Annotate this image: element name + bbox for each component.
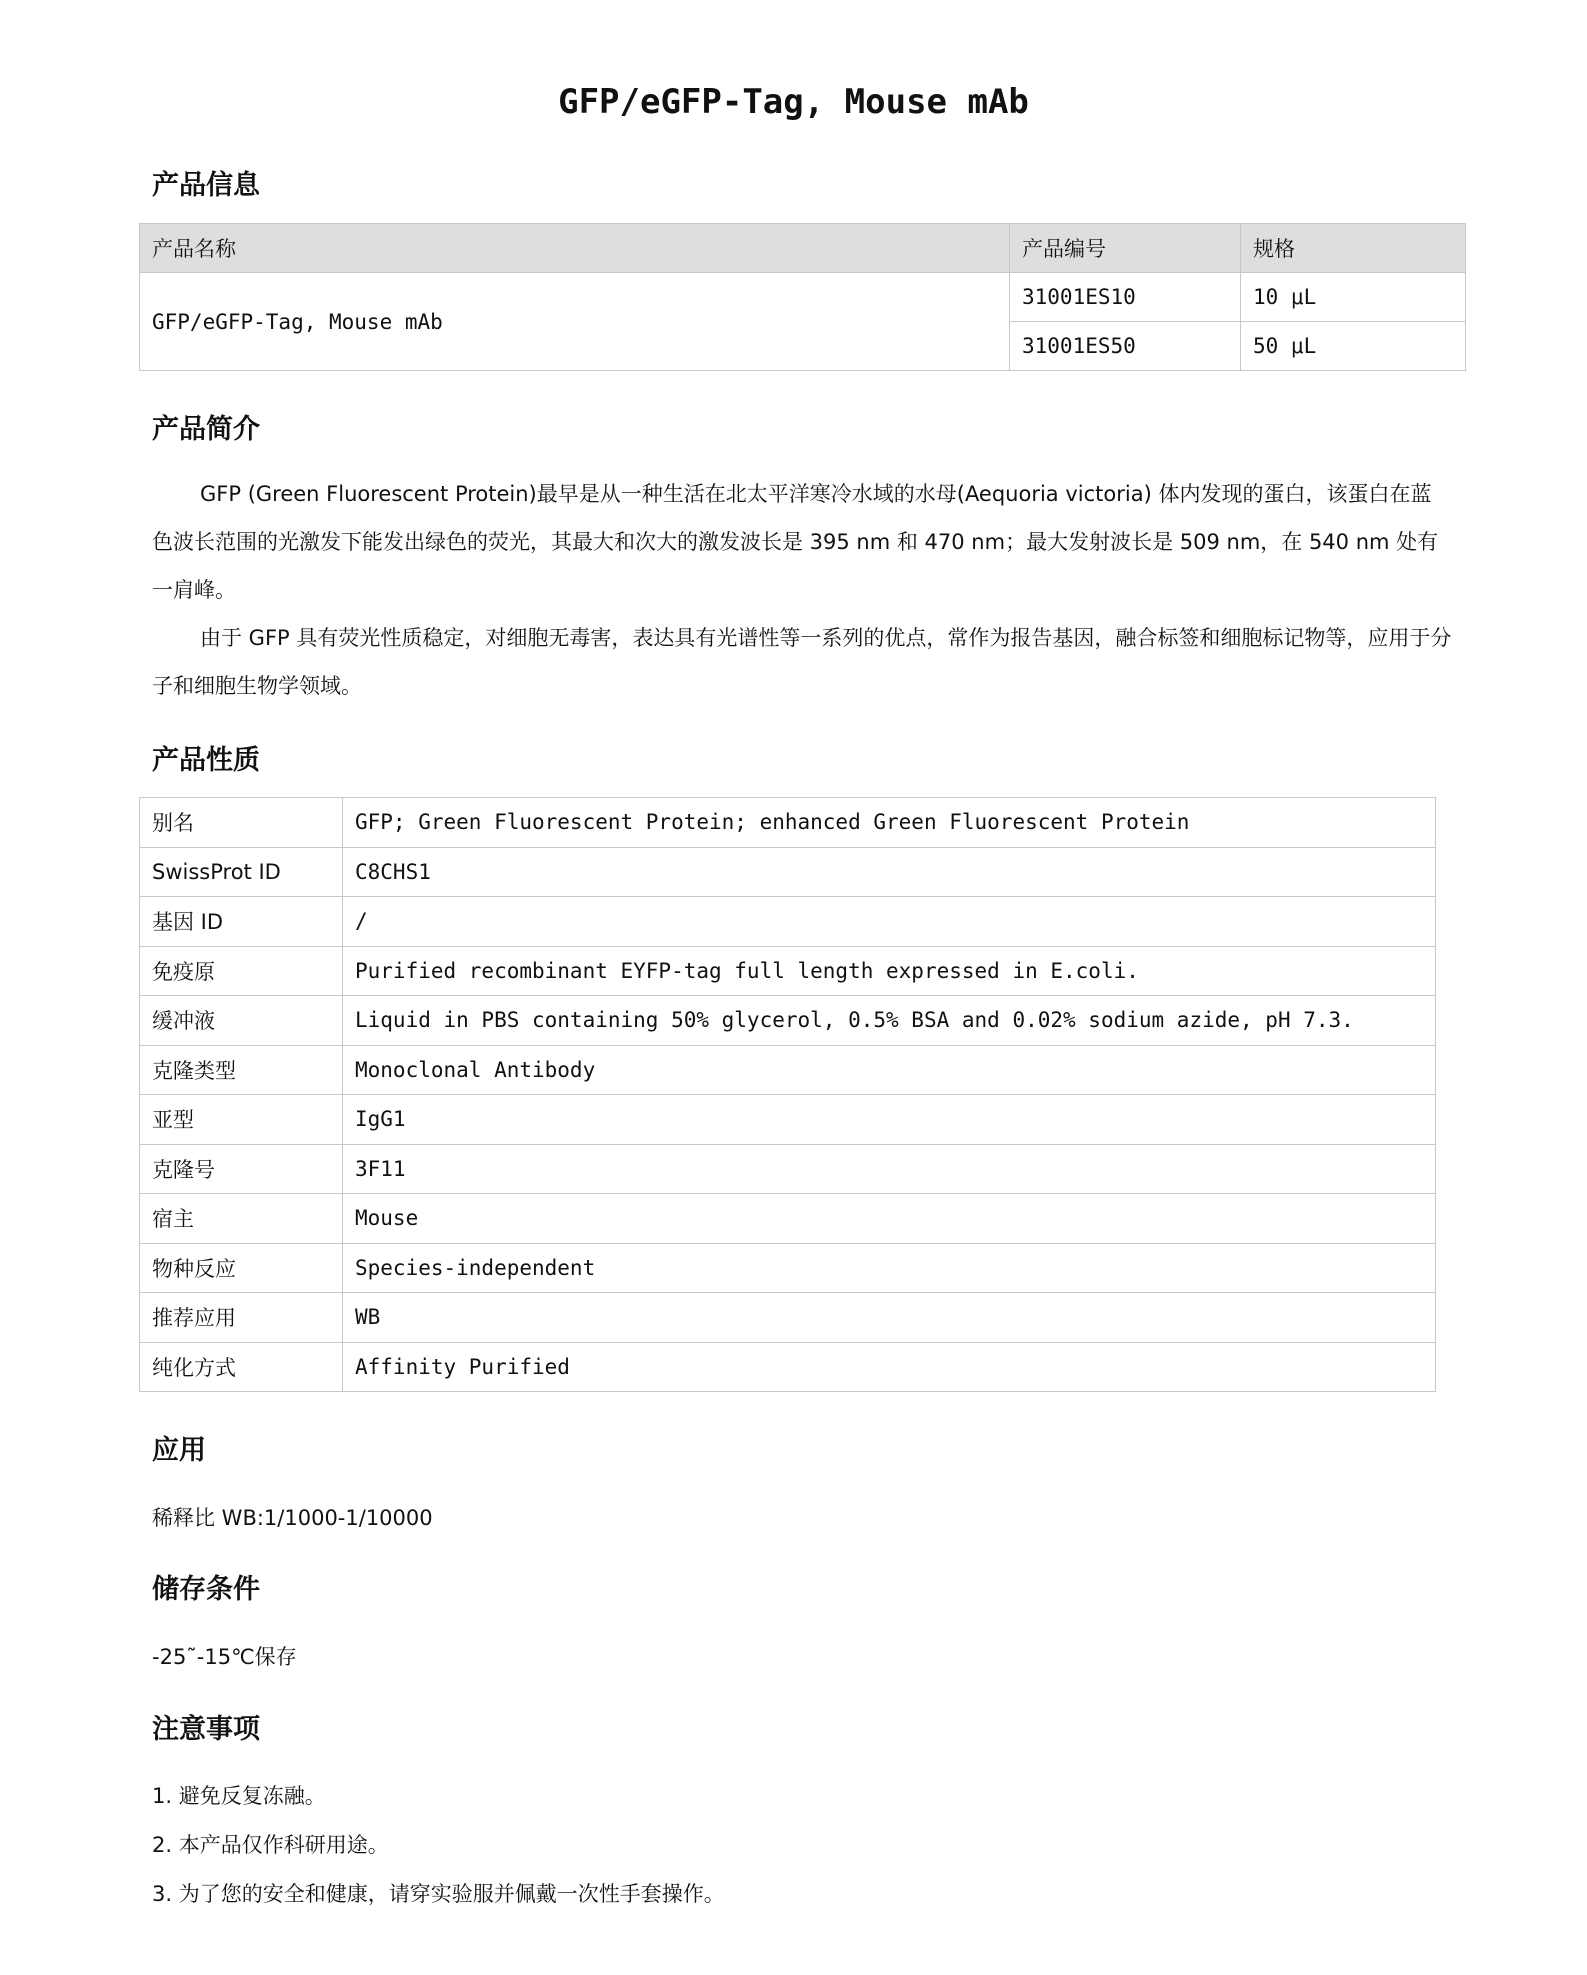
property-key: 免疫原 bbox=[140, 946, 343, 996]
property-row bbox=[140, 1342, 1436, 1392]
property-value: GFP; Green Fluorescent Protein; enhanced Green Fluorescent Protein bbox=[343, 798, 1436, 848]
property-key: 别名 bbox=[140, 798, 343, 848]
property-value: Liquid in PBS containing 50% glycerol, 0.5% BSA and 0.02% sodium azide, pH 7.3. bbox=[343, 996, 1436, 1046]
section-heading-application: 应用 bbox=[152, 1435, 206, 1466]
property-key: 缓冲液 bbox=[140, 996, 343, 1046]
header-product-name: 产品名称 bbox=[140, 224, 1010, 273]
product-spec-cell: 10 μL bbox=[1241, 273, 1466, 322]
property-key: 推荐应用 bbox=[140, 1293, 343, 1343]
property-value: / bbox=[343, 897, 1436, 947]
document-title: GFP/eGFP-Tag, Mouse mAb bbox=[558, 82, 1029, 122]
section-heading-properties: 产品性质 bbox=[152, 745, 260, 776]
intro-text bbox=[152, 470, 1452, 710]
property-key: 物种反应 bbox=[140, 1243, 343, 1293]
header-product-code: 产品编号 bbox=[1010, 224, 1241, 273]
property-value: WB bbox=[343, 1293, 1436, 1343]
section-heading-info: 产品信息 bbox=[152, 170, 260, 201]
property-key: 亚型 bbox=[140, 1095, 343, 1145]
property-value: Monoclonal Antibody bbox=[343, 1045, 1436, 1095]
property-row bbox=[140, 1194, 1436, 1244]
property-row bbox=[140, 847, 1436, 897]
property-row bbox=[140, 1045, 1436, 1095]
property-row bbox=[140, 996, 1436, 1046]
property-row bbox=[140, 798, 1436, 848]
property-key: 基因 ID bbox=[140, 897, 343, 947]
property-row bbox=[140, 1243, 1436, 1293]
intro-paragraph: GFP (Green Fluorescent Protein)最早是从一种生活在北太平洋寒冷水域的水母(Aequoria victoria) 体内发现的蛋白，该蛋白在蓝色波长范围的光激发下能发出绿色的荧光，其最大和次大的激发波长是 395 nm 和 470 nm；最大发射波长是 509 nm，在 540 nm 处有一肩峰。 bbox=[152, 482, 1439, 602]
property-row bbox=[140, 897, 1436, 947]
property-value: IgG1 bbox=[343, 1095, 1436, 1145]
product-code-cell: 31001ES10 bbox=[1010, 273, 1241, 322]
property-key: SwissProt ID bbox=[140, 847, 343, 897]
storage-text: -25˜-15℃保存 bbox=[152, 1645, 297, 1669]
property-row bbox=[140, 946, 1436, 996]
property-key: 纯化方式 bbox=[140, 1342, 343, 1392]
product-info-table bbox=[139, 223, 1466, 371]
property-value: Affinity Purified bbox=[343, 1342, 1436, 1392]
product-name-cell: GFP/eGFP-Tag, Mouse mAb bbox=[140, 273, 1010, 371]
property-value: 3F11 bbox=[343, 1144, 1436, 1194]
property-row bbox=[140, 1293, 1436, 1343]
property-key: 克隆类型 bbox=[140, 1045, 343, 1095]
property-row bbox=[140, 1095, 1436, 1145]
section-heading-intro: 产品简介 bbox=[152, 414, 260, 445]
property-value: C8CHS1 bbox=[343, 847, 1436, 897]
property-key: 宿主 bbox=[140, 1194, 343, 1244]
properties-table bbox=[139, 797, 1436, 1392]
property-key: 克隆号 bbox=[140, 1144, 343, 1194]
product-code-cell: 31001ES50 bbox=[1010, 322, 1241, 371]
property-value: Purified recombinant EYFP-tag full length expressed in E.coli. bbox=[343, 946, 1436, 996]
note-item: 3. 为了您的安全和健康，请穿实验服并佩戴一次性手套操作。 bbox=[152, 1882, 725, 1906]
section-heading-storage: 储存条件 bbox=[152, 1574, 260, 1605]
note-item: 2. 本产品仅作科研用途。 bbox=[152, 1833, 389, 1857]
property-row bbox=[140, 1144, 1436, 1194]
application-text: 稀释比 WB:1/1000-1/10000 bbox=[152, 1506, 433, 1530]
property-value: Mouse bbox=[343, 1194, 1436, 1244]
note-item: 1. 避免反复冻融。 bbox=[152, 1784, 326, 1808]
intro-paragraph: 由于 GFP 具有荧光性质稳定，对细胞无毒害，表达具有光谱性等一系列的优点，常作为报告基因，融合标签和细胞标记物等，应用于分子和细胞生物学领域。 bbox=[152, 626, 1452, 698]
header-spec: 规格 bbox=[1241, 224, 1466, 273]
product-spec-cell: 50 μL bbox=[1241, 322, 1466, 371]
property-value: Species-independent bbox=[343, 1243, 1436, 1293]
section-heading-notes: 注意事项 bbox=[152, 1714, 260, 1745]
